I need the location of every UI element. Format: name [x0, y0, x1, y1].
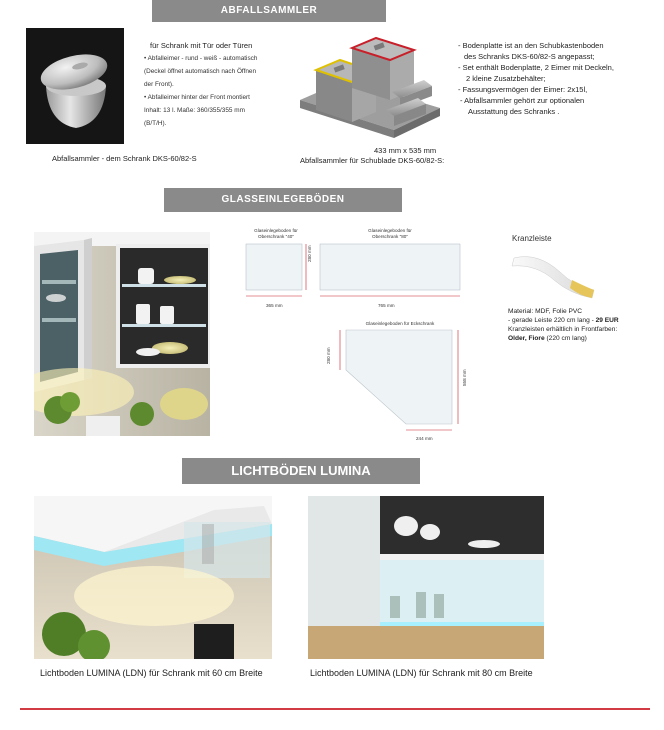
kranz-price-label: - gerade Leiste 220 cm lang -	[508, 317, 596, 324]
section-header-lichtboeden: LICHTBÖDEN LUMINA	[182, 458, 420, 484]
glass-shelf-diagram-80	[318, 236, 464, 300]
kranz-colors-suffix: (220 cm lang)	[544, 335, 587, 342]
feature-line: Ausstattung des Schranks .	[468, 107, 560, 116]
glass-cabinet-photo	[34, 232, 210, 436]
lumina-80-caption: Lichtboden LUMINA (LDN) für Schrank mit 80 cm Breite	[310, 668, 533, 678]
kranzleiste-info	[508, 307, 658, 343]
abfall-dimensions: 433 mm x 535 mm	[374, 146, 437, 155]
abfall-detail-line: • Abfalleimer hinter der Front montiert	[144, 94, 250, 101]
feature-line: - Abfallsammler gehört zur optionalen	[460, 96, 585, 105]
diagram-40-height: 280 mm	[307, 245, 312, 262]
abfall-detail-line: (Deckel öffnet automatisch nach Öffnen	[144, 68, 257, 75]
kranzleiste-title: Kranzleiste	[512, 234, 552, 243]
kranz-price-line	[508, 316, 658, 325]
lumina-60-caption: Lichtboden LUMINA (LDN) für Schrank mit 60 cm Breite	[40, 668, 263, 678]
abfall-intro: für Schrank mit Tür oder Türen	[150, 41, 253, 50]
feature-line: des Schranks DKS-60/82-S angepasst;	[464, 52, 595, 61]
kranz-price: 29 EUR	[595, 317, 619, 324]
abfall-detail-line: Inhalt: 13 l. Maße: 360/355/355 mm	[144, 107, 245, 114]
section-header-glasseinlegeboeden: GLASSEINLEGEBÖDEN	[164, 188, 402, 212]
diagram-80-label: Glaseinlegeboden für Oberschrank "80"	[368, 228, 412, 239]
feature-line: - Fassungsvermögen der Eimer: 2x15l,	[458, 85, 588, 94]
kranz-colors-line	[508, 334, 658, 343]
round-waste-bin-photo	[26, 28, 124, 144]
feature-line: 2 kleine Zusatzbehälter;	[466, 74, 546, 83]
abfall-feature-list	[458, 40, 658, 117]
diagram-40-width: 365 mm	[266, 303, 283, 308]
kranz-colors-intro: Kranzleisten erhältlich in Frontfarben:	[508, 326, 618, 333]
abfall-detail-line: (B/T/H).	[144, 120, 167, 127]
feature-line: - Set enthält Bodenplatte, 2 Eimer mit Deckeln,	[458, 63, 614, 72]
lumina-60-photo	[34, 496, 272, 659]
glass-shelf-diagram-corner	[334, 326, 464, 438]
kranzleiste-profile-image	[508, 250, 598, 302]
footer-divider	[20, 708, 650, 710]
lumina-80-photo	[308, 496, 544, 659]
diagram-80-width: 765 mm	[378, 303, 395, 308]
abfall-description	[144, 40, 284, 130]
kranz-colors: Older, Fiore	[508, 335, 545, 342]
section-header-abfallsammler: ABFALLSAMMLER	[152, 0, 386, 22]
diagram-corner-width: 244 mm	[416, 436, 433, 441]
feature-line: - Bodenplatte ist an den Schubkastenboden	[458, 41, 604, 50]
diagram-corner-label: Glaseinlegeboden für Eckschrank	[365, 321, 435, 326]
abfall-caption-right: Abfallsammler für Schublade DKS-60/82-S:	[300, 156, 445, 165]
kranz-material: Material: MDF, Folie PVC	[508, 308, 583, 315]
diagram-corner-right-height: 558 mm	[462, 369, 467, 386]
drawer-waste-bins-photo	[294, 30, 446, 142]
diagram-40-label: Glaseinlegeboden für Oberschrank "40"	[254, 228, 298, 239]
abfall-caption-left: Abfallsammler - dem Schrank DKS-60/82-S	[52, 154, 197, 163]
abfall-detail-line: • Abfalleimer - rund - weiß - automatisch	[144, 55, 258, 62]
diagram-corner-left-height: 280 mm	[326, 347, 331, 364]
glass-shelf-diagram-40	[244, 236, 308, 300]
abfall-detail-line: der Front).	[144, 81, 174, 88]
